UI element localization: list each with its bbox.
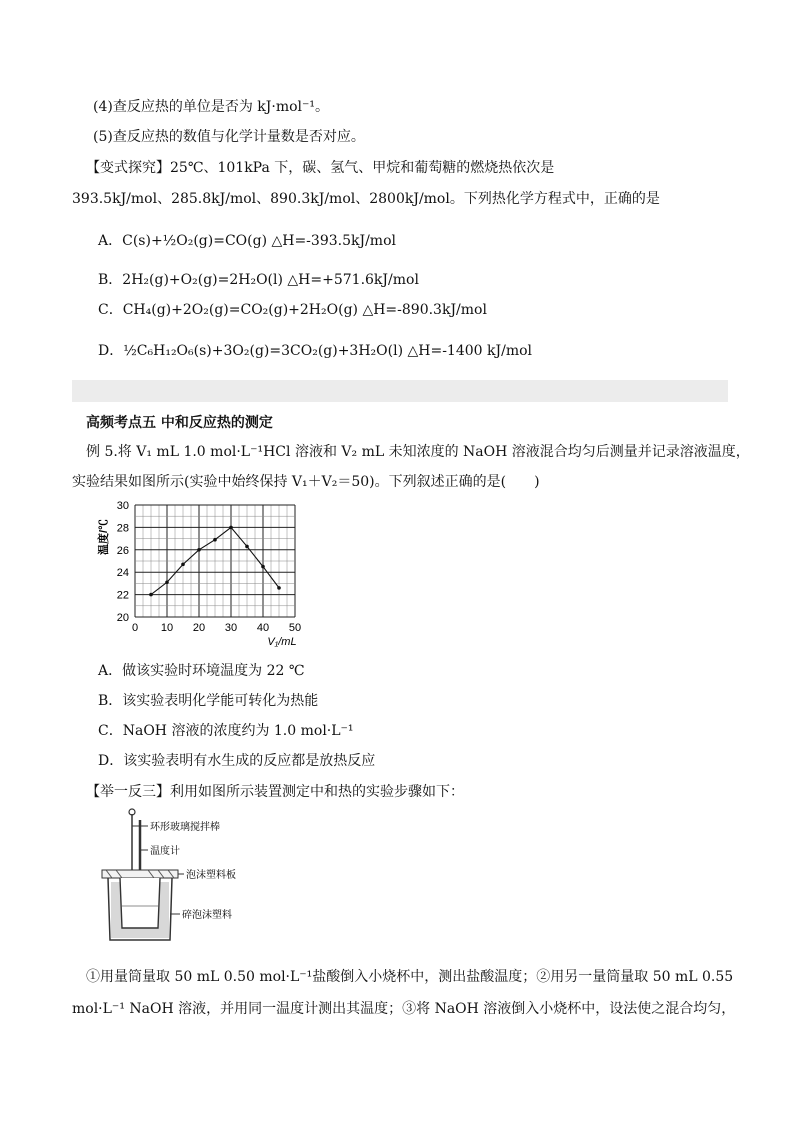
example5-line1: 例 5.将 V₁ mL 1.0 mol·L⁻¹HCl 溶液和 V₂ mL 未知浓度的 NaOH 溶液混合均匀后测量并记录溶液温度，: [86, 444, 750, 460]
section-divider-band: [72, 380, 728, 402]
y-tick-label: 28: [116, 522, 129, 535]
data-point: [229, 526, 233, 530]
one-three-intro: 【举一反三】利用如图所示装置测定中和热的实验步骤如下：: [86, 784, 464, 800]
variant-option-a[interactable]: A．C(s)+½O₂(g)=CO(g) △H=-393.5kJ/mol: [98, 233, 396, 249]
x-tick-label: 30: [224, 622, 238, 634]
inner-beaker: [120, 878, 160, 928]
chart-ticks: [117, 500, 301, 634]
variant-option-d[interactable]: D．½C₆H₁₂O₆(s)+3O₂(g)=3CO₂(g)+3H₂O(l) △H=-1400 kJ/mol: [98, 343, 532, 359]
example5-option-d[interactable]: D．该实验表明有水生成的反应都是放热反应: [98, 753, 376, 769]
example5-option-a[interactable]: A．做该实验时环境温度为 22 ℃: [98, 663, 305, 679]
y-tick-label: 30: [116, 500, 129, 512]
steps-line1: ①用量筒量取 50 mL 0.50 mol·L⁻¹盐酸倒入小烧杯中，测出盐酸温度；②用另一量筒量取 50 mL 0.55: [86, 969, 734, 985]
label-foam-fill: 碎泡沫塑料: [182, 910, 232, 921]
x-tick-label: 50: [288, 622, 302, 634]
data-point: [261, 565, 265, 569]
y-tick-label: 26: [116, 544, 129, 557]
y-tick-label: 20: [116, 612, 129, 624]
x-tick-label: 40: [256, 622, 270, 634]
data-point: [181, 563, 185, 567]
data-point: [245, 545, 249, 549]
foam-board: [102, 870, 178, 878]
variant-intro-line1: 【变式探究】25℃、101kPa 下，碳、氢气、甲烷和葡萄糖的燃烧热依次是: [86, 160, 555, 176]
data-point: [213, 538, 217, 542]
data-point: [165, 580, 169, 584]
calorimeter-apparatus: [98, 806, 278, 946]
x-tick-label: 0: [131, 622, 139, 634]
y-tick-label: 24: [116, 567, 129, 580]
chart-x-axis-label: V₁/mL: [267, 636, 297, 648]
temperature-chart: [95, 495, 325, 655]
x-tick-label: 20: [192, 622, 206, 634]
chart-grid: [135, 505, 295, 617]
label-foam-board: 泡沫塑料板: [186, 870, 236, 881]
data-point: [149, 593, 153, 597]
data-point: [277, 586, 281, 590]
data-point: [197, 548, 201, 552]
x-tick-label: 10: [160, 622, 174, 634]
variant-intro-line2: 393.5kJ/mol、285.8kJ/mol、890.3kJ/mol、2800kJ/mol。下列热化学方程式中，正确的是: [72, 191, 660, 207]
label-stirrer: 环形玻璃搅拌棒: [150, 822, 220, 833]
example5-option-c[interactable]: C．NaOH 溶液的浓度约为 1.0 mol·L⁻¹: [98, 723, 354, 739]
example5-line2: 实验结果如图所示(实验中始终保持 V₁＋V₂＝50)。下列叙述正确的是( ): [72, 474, 540, 490]
section-heading: 高频考点五 中和反应热的测定: [86, 415, 273, 431]
variant-option-b[interactable]: B．2H₂(g)+O₂(g)=2H₂O(l) △H=+571.6kJ/mol: [98, 272, 419, 288]
chart-y-axis-label: 温度/℃: [98, 518, 110, 556]
steps-line2: mol·L⁻¹ NaOH 溶液，并用同一温度计测出其温度；③将 NaOH 溶液倒入小烧杯中，设法使之混合均匀，: [72, 1001, 736, 1017]
variant-option-c[interactable]: C．CH₄(g)+2O₂(g)=CO₂(g)+2H₂O(g) △H=-890.3kJ/mol: [98, 302, 487, 318]
label-thermometer: 温度计: [150, 846, 180, 857]
check-item-5: (5)查反应热的数值与化学计量数是否对应。: [93, 129, 365, 145]
y-tick-label: 22: [116, 589, 129, 602]
example5-option-b[interactable]: B．该实验表明化学能可转化为热能: [98, 693, 319, 709]
check-item-4: (4)查反应热的单位是否为 kJ·mol⁻¹。: [93, 99, 330, 115]
